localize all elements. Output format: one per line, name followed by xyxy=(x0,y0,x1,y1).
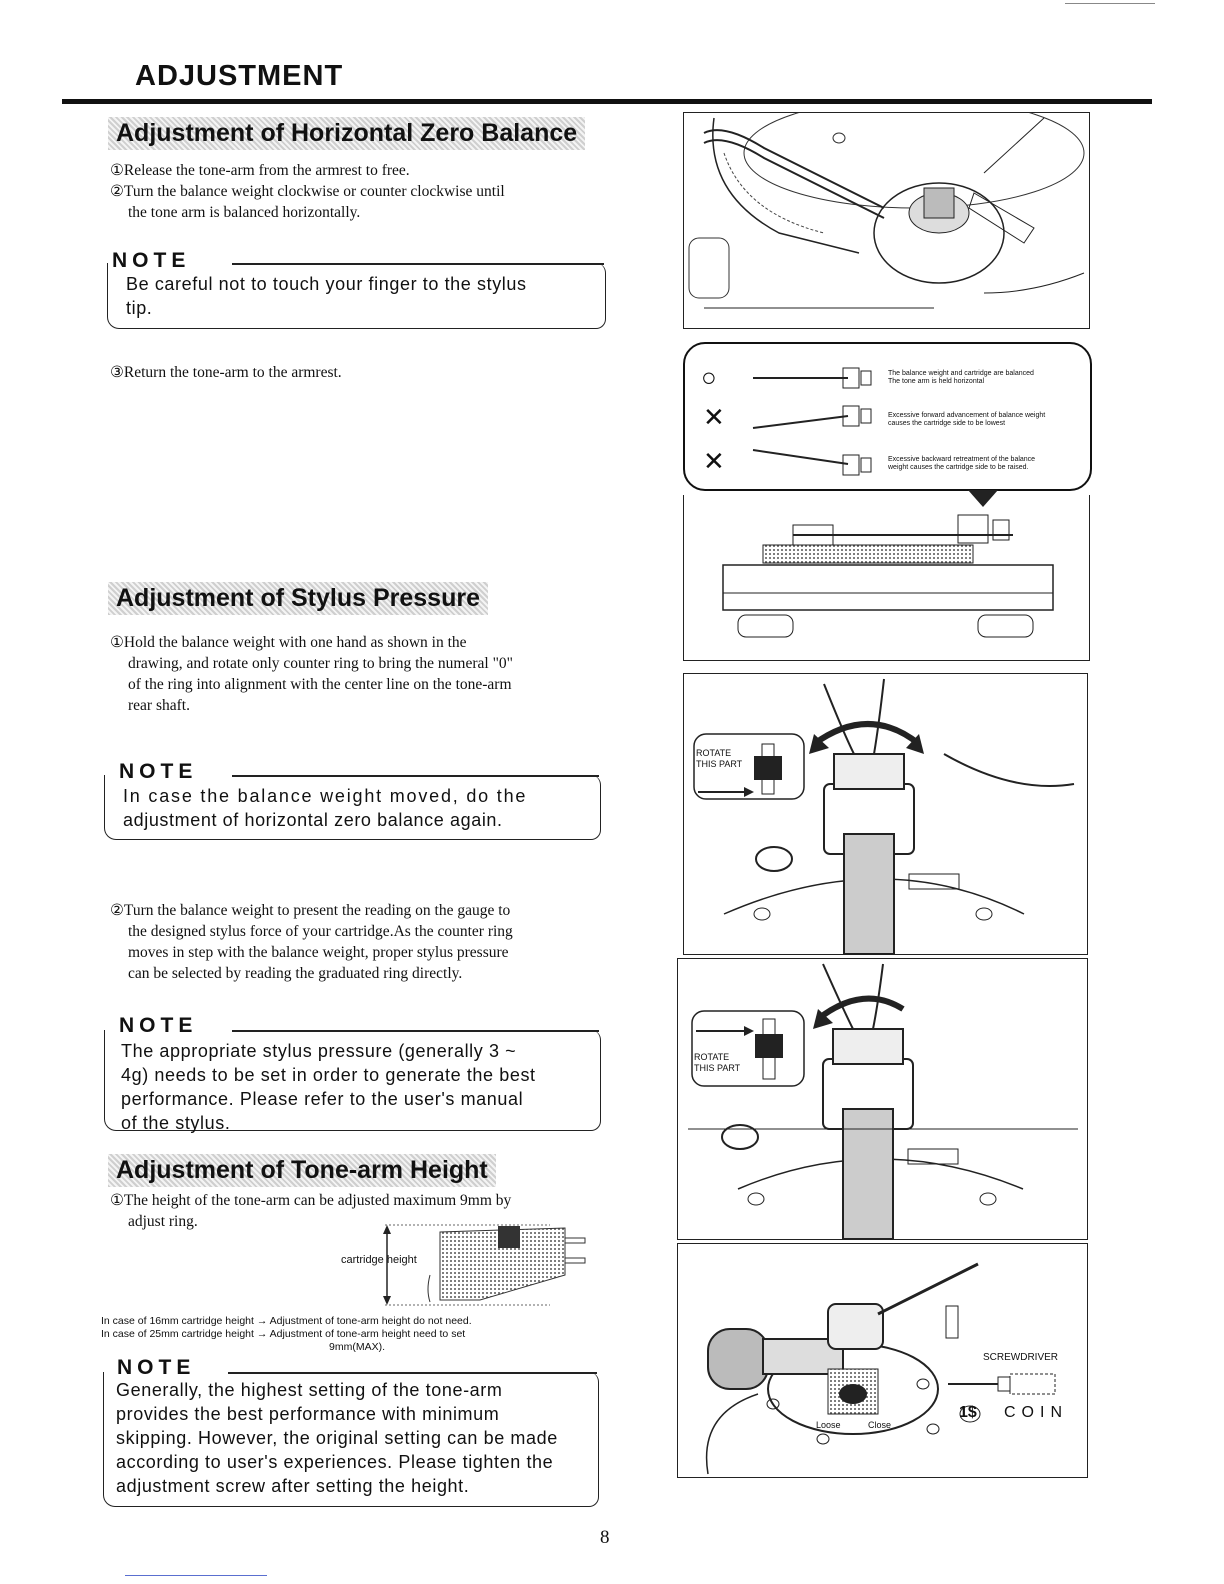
rotate-text: THIS PART xyxy=(696,759,743,769)
case-line: In case of 25mm cartridge height → Adjustment of tone-arm height need to set xyxy=(101,1328,466,1340)
figure-rotate-balance-weight xyxy=(677,958,1088,1240)
note-rule xyxy=(232,775,599,777)
caption-line: Excessive forward advancement of balance weight xyxy=(888,412,1046,419)
case-line: 9mm(MAX). xyxy=(329,1341,385,1353)
note-text-stylus-2 xyxy=(121,1039,596,1135)
note-line: according to user's experiences. Please tighten the xyxy=(116,1452,554,1472)
figure-height-adjust xyxy=(677,1243,1088,1478)
note-line: provides the best performance with minimum xyxy=(116,1404,500,1424)
note-line: Generally, the highest setting of the tone-arm xyxy=(116,1380,503,1400)
rotate-label-2 xyxy=(694,1052,740,1074)
note-line: Be careful not to touch your finger to the stylus xyxy=(126,274,527,294)
ng-mark-forward: ✕ xyxy=(703,402,725,432)
figure-release-tonearm xyxy=(683,112,1090,329)
balance-caption-1 xyxy=(888,370,1034,386)
note-line: adjustment of horizontal zero balance again. xyxy=(123,810,503,830)
turntable-side-illustration xyxy=(713,485,1063,650)
caption-line: causes the cartridge side to be lowest xyxy=(888,420,1006,427)
footer-line xyxy=(125,1575,267,1576)
note-line: adjustment screw after setting the height. xyxy=(116,1476,470,1496)
rotate-text: THIS PART xyxy=(694,1063,741,1073)
stylus-step-2 xyxy=(110,900,610,984)
counter-ring-illustration xyxy=(684,674,1087,954)
ok-mark: ○ xyxy=(701,362,717,392)
note-text-height xyxy=(116,1378,594,1498)
page-title: ADJUSTMENT xyxy=(135,60,344,92)
close-label: Close xyxy=(868,1420,892,1430)
horizontal-step-2-cont: the tone arm is balanced horizontally. xyxy=(128,204,361,221)
note-rule xyxy=(232,263,604,265)
text-line: drawing, and rotate only counter ring to bring the numeral "0" xyxy=(128,655,513,672)
text-line: the designed stylus force of your cartridge.As the counter ring xyxy=(128,923,513,940)
section-heading-stylus: Adjustment of Stylus Pressure xyxy=(108,582,488,615)
figure-balance xyxy=(683,340,1088,660)
text-line: adjust ring. xyxy=(128,1213,198,1230)
figure-rotate-counter-ring xyxy=(683,673,1088,955)
note-rule xyxy=(232,1030,599,1032)
ng-mark-backward: ✕ xyxy=(703,446,725,476)
caption-line: The balance weight and cartridge are balanced xyxy=(888,370,1034,377)
height-cases xyxy=(101,1315,611,1354)
note-rule xyxy=(228,1372,597,1374)
note-text-horizontal xyxy=(126,272,596,320)
horizontal-step-1: ①Release the tone-arm from the armrest to free. xyxy=(110,162,410,179)
tonearm-balance-icons xyxy=(743,360,883,480)
section-heading-horizontal: Adjustment of Horizontal Zero Balance xyxy=(108,117,585,150)
note-text-stylus-1 xyxy=(123,784,593,832)
text-line: ②Turn the balance weight to present the reading on the gauge to xyxy=(110,902,511,919)
title-rule xyxy=(62,99,1152,104)
text-line: ①Hold the balance weight with one hand as shown in the xyxy=(110,634,467,651)
note-line: of the stylus. xyxy=(121,1113,231,1133)
screwdriver-label: SCREWDRIVER xyxy=(983,1352,1059,1363)
rotate-text: ROTATE xyxy=(694,1052,730,1062)
top-edge-line xyxy=(1065,3,1155,4)
horizontal-step-3: ③Return the tone-arm to the armrest. xyxy=(110,364,342,381)
text-line: rear shaft. xyxy=(128,697,190,714)
note-line: performance. Please refer to the user's manual xyxy=(121,1089,524,1109)
text-line: moves in step with the balance weight, proper stylus pressure xyxy=(128,944,509,961)
cartridge-height-label: cartridge height xyxy=(341,1254,417,1266)
coin-label: COIN xyxy=(1004,1404,1068,1421)
coin-symbol: 1$ xyxy=(959,1404,977,1421)
rotate-label-1 xyxy=(696,748,742,770)
text-line: can be selected by reading the graduated ring directly. xyxy=(128,965,463,982)
caption-line: Excessive backward retreatment of the balance xyxy=(888,456,1036,463)
note-line: The appropriate stylus pressure (generally 3 ~ xyxy=(121,1041,517,1061)
note-label: NOTE xyxy=(117,1356,199,1380)
horizontal-steps xyxy=(110,160,610,223)
caption-line: weight causes the cartridge side to be raised. xyxy=(888,464,1029,471)
caption-line: The tone arm is held horizontal xyxy=(888,378,985,385)
case-line: In case of 16mm cartridge height → Adjustment of tone-arm height do not need. xyxy=(101,1315,472,1327)
note-line: tip. xyxy=(126,298,153,318)
text-line: of the ring into alignment with the center line on the tone-arm xyxy=(128,676,512,693)
note-label: NOTE xyxy=(119,760,201,784)
section-heading-height: Adjustment of Tone-arm Height xyxy=(108,1154,496,1187)
note-line: skipping. However, the original setting can be made xyxy=(116,1428,558,1448)
balance-caption-3 xyxy=(888,456,1035,472)
loose-label: Loose xyxy=(816,1420,841,1430)
rotate-text: ROTATE xyxy=(696,748,732,758)
balance-weight-illustration xyxy=(678,959,1087,1239)
turntable-release-illustration xyxy=(684,113,1089,328)
note-label: NOTE xyxy=(119,1014,201,1038)
stylus-step-1 xyxy=(110,632,610,716)
note-line: 4g) needs to be set in order to generate the best xyxy=(121,1065,536,1085)
page-number: 8 xyxy=(600,1527,610,1548)
note-label: NOTE xyxy=(112,249,194,273)
horizontal-step-2: ②Turn the balance weight clockwise or counter clockwise until xyxy=(110,183,505,200)
text-line: ①The height of the tone-arm can be adjusted maximum 9mm by xyxy=(110,1192,512,1209)
note-line: In case the balance weight moved, do the xyxy=(123,786,528,806)
balance-caption-2 xyxy=(888,412,1045,428)
